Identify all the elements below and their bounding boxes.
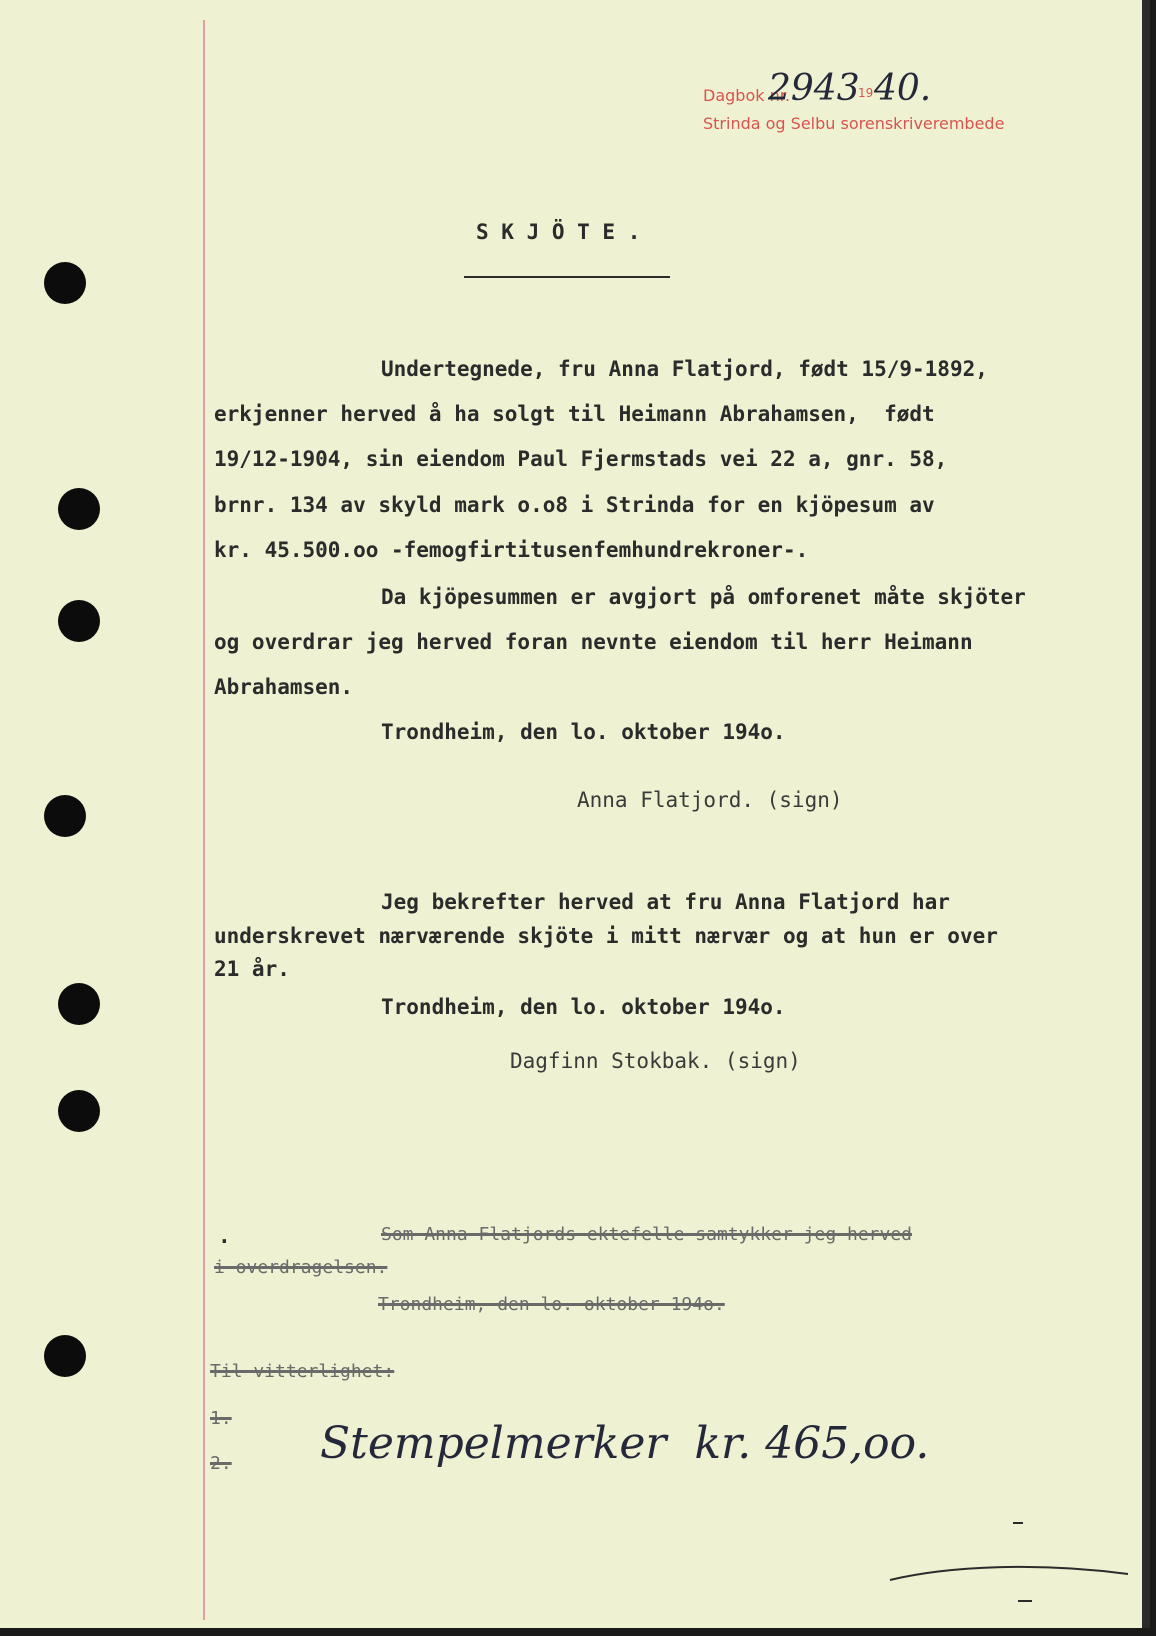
- struck-line: Trondheim, den lo. oktober 194o.: [378, 1294, 725, 1315]
- bullet-dot: .: [218, 1224, 231, 1248]
- punch-hole: [58, 600, 100, 642]
- signature-2: Dagfinn Stokbak. (sign): [510, 1049, 801, 1073]
- list-marker: 2.: [210, 1453, 232, 1474]
- paragraph-line: Da kjöpesummen er avgjort på omforenet måte skjöter: [381, 585, 1026, 609]
- witness-line: underskrevet nærværende skjöte i mitt nærvær og at hun er over: [214, 924, 998, 948]
- margin-line: [203, 20, 205, 1620]
- struck-line: i overdragelsen.: [214, 1257, 388, 1278]
- struck-line: Som Anna Flatjords ektefelle samtykker jeg herved: [381, 1224, 913, 1245]
- paragraph-line: 19/12-1904, sin eiendom Paul Fjermstads vei 22 a, gnr. 58,: [214, 447, 948, 471]
- paragraph-line: Abrahamsen.: [214, 675, 354, 699]
- punch-hole: [58, 983, 100, 1025]
- struck-line: Til vitterlighet:: [210, 1361, 395, 1382]
- punch-hole: [58, 1090, 100, 1132]
- place-date-2: Trondheim, den lo. oktober 194o.: [381, 995, 786, 1019]
- paragraph-line: brnr. 134 av skyld mark o.o8 i Strinda for en kjöpesum av: [214, 493, 935, 517]
- signature-1: Anna Flatjord. (sign): [577, 788, 843, 812]
- stamp-year: 40.: [874, 68, 932, 109]
- handwritten-stamp-note: Stempelmerker kr. 465,oo.: [320, 1418, 930, 1469]
- stamp-number: 2943: [768, 68, 860, 109]
- stamp-label: Dagbok nr.: [703, 86, 790, 105]
- document-title: S K J Ö T E .: [476, 220, 641, 244]
- stamp-year-prefix: 19: [858, 86, 874, 100]
- place-date-1: Trondheim, den lo. oktober 194o.: [381, 720, 786, 744]
- paragraph-line: kr. 45.500.oo -femogfirtitusenfemhundrekroner-.: [214, 538, 809, 562]
- witness-line: Jeg bekrefter herved at fru Anna Flatjord har: [381, 890, 950, 914]
- pen-stroke: [1013, 1522, 1023, 1524]
- paragraph-line: og overdrar jeg herved foran nevnte eiendom til herr Heimann: [214, 630, 973, 654]
- witness-line: 21 år.: [214, 957, 290, 981]
- pen-stroke: [888, 1548, 1138, 1588]
- stamp-office: Strinda og Selbu sorenskriverembede: [703, 114, 1005, 133]
- title-underline: [464, 276, 670, 278]
- punch-hole: [44, 795, 86, 837]
- punch-hole: [44, 262, 86, 304]
- pen-stroke: [1018, 1600, 1032, 1602]
- list-marker: 1.: [210, 1408, 232, 1429]
- punch-hole: [58, 488, 100, 530]
- punch-hole: [44, 1335, 86, 1377]
- paragraph-line: erkjenner herved å ha solgt til Heimann Abrahamsen, født: [214, 402, 935, 426]
- paragraph-line: Undertegnede, fru Anna Flatjord, født 15/9-1892,: [381, 357, 988, 381]
